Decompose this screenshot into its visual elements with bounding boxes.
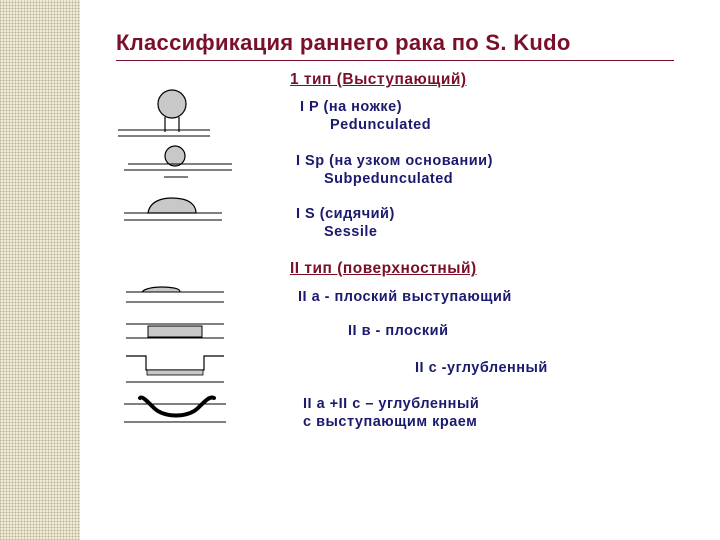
type1-is-label: I S (сидячий) <box>296 206 395 222</box>
type2-iib-label: II в - плоский <box>348 323 449 339</box>
is-sessile-shape <box>124 198 222 220</box>
ip-polyp-head <box>158 90 186 118</box>
iib-lesion <box>148 326 202 337</box>
page-title: Классификация раннего рака по S. Kudo <box>116 30 571 55</box>
type1-isp-label: I Sp (на узком основании) <box>296 153 493 169</box>
iic-lesion <box>147 370 203 375</box>
title-underline <box>116 60 674 61</box>
type2-iiaiic-label-line2: с выступающим краем <box>303 414 478 430</box>
ip-pedunculated-shape <box>118 90 210 136</box>
type1-heading: 1 тип (Выступающий) <box>290 71 467 88</box>
type2-heading: II тип (поверхностный) <box>290 260 477 277</box>
decorative-side-strip <box>0 0 80 540</box>
iia-flat-elevated-shape <box>126 287 224 302</box>
type1-ip-label: I P (на ножке) <box>300 99 403 115</box>
iia-lesion <box>142 287 180 292</box>
isp-polyp-head <box>165 146 185 166</box>
iia-iic-shape <box>124 397 226 422</box>
type2-iiaiic-label: II a +II c – углубленный <box>303 396 480 412</box>
lesion-diagrams <box>110 80 240 440</box>
iic-surface <box>126 356 224 370</box>
iic-depressed-shape <box>126 356 224 382</box>
iiaiic-lesion <box>140 397 214 415</box>
type2-iic-label: II c -углубленный <box>415 360 548 376</box>
iib-flat-shape <box>126 324 224 338</box>
type1-is-latin: Sessile <box>324 224 378 240</box>
type1-isp-latin: Subpedunculated <box>324 171 454 187</box>
type1-ip-latin: Pedunculated <box>330 117 432 133</box>
is-polyp-body <box>148 198 196 213</box>
type2-iia-label: II a - плоский выступающий <box>298 289 512 305</box>
isp-subpedunculated-shape <box>124 146 232 177</box>
